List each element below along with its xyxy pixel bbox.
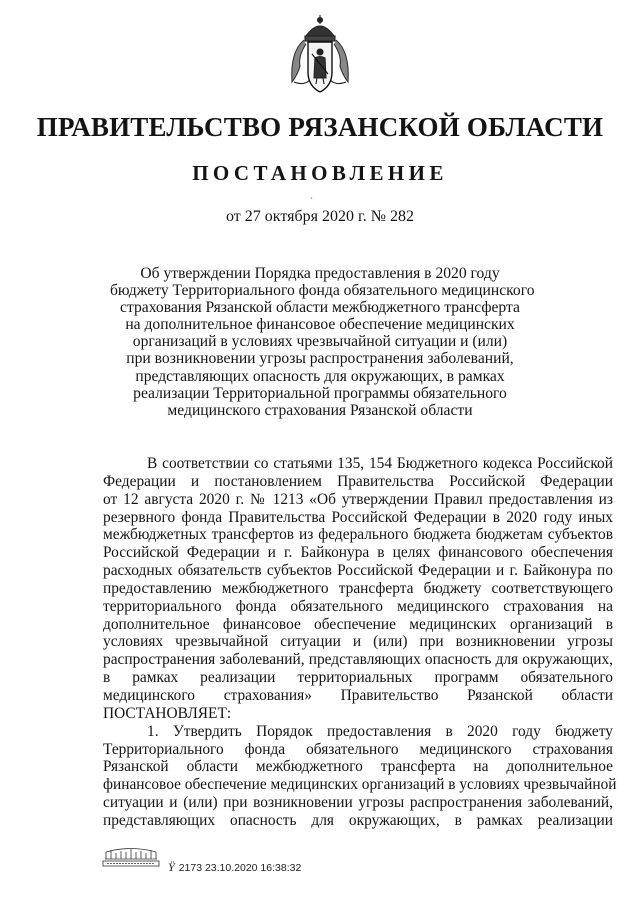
subject-line: организаций в условиях чрезвычайной ситуации и (или) xyxy=(132,333,508,351)
registry-stamp-icon xyxy=(102,846,160,868)
document-date-number: от 27 октября 2020 г. № 282 xyxy=(225,208,414,225)
document-footer xyxy=(168,860,301,875)
body-line: ПОСТАНОВЛЯЕТ: xyxy=(103,704,232,722)
document-body xyxy=(103,455,617,830)
body-line: межбюджетных трансфертов из федерального бюджета бюджетам субъектов xyxy=(103,526,613,544)
subject-line: представляющих опасность для окружающих, в рамках xyxy=(135,367,505,385)
body-line: Федерации и постановлением Правительства Российской Федерации xyxy=(103,472,613,490)
subject-line: реализации Территориальной программы обязательного xyxy=(133,384,507,402)
body-line: от 12 августа 2020 г. № 1213 «Об утверждении Правил предоставления из xyxy=(103,490,613,508)
body-line: В соответствии со статьями 135, 154 Бюджетного кодекса Российской xyxy=(147,455,613,472)
body-line: распространения заболеваний, представляющих опасность для окружающих, xyxy=(103,651,613,669)
document-type-title: ПОСТАНОВЛЕНИЕ xyxy=(192,161,448,185)
body-line: 1. Утвердить Порядок предоставления в 2020 году бюджету xyxy=(147,722,613,740)
subject-line: при возникновении угрозы распространения заболеваний, xyxy=(126,350,514,368)
subject-line: медицинского страхования Рязанской области xyxy=(167,401,473,419)
signature-mark: Ÿ xyxy=(168,860,175,874)
body-line: представляющих опасность для окружающих, в рамках реализации xyxy=(103,811,613,829)
subject-line: бюджету Территориального фонда обязательного медицинского xyxy=(110,282,535,300)
body-line: условиях чрезвычайной ситуации и (или) при возникновении угрозы xyxy=(103,633,613,651)
body-line: в рамках реализации территориальных программ обязательного xyxy=(103,669,613,687)
body-line: резервного фонда Правительства Российской Федерации в 2020 году иных xyxy=(103,508,613,526)
document-subject xyxy=(110,265,535,419)
body-line: территориального фонда обязательного медицинского страхования на xyxy=(103,597,613,615)
body-line: ситуации и (или) при возникновении угрозы распространения заболеваний, xyxy=(103,794,613,812)
body-line: Территориального фонда обязательного медицинского страхования xyxy=(103,740,613,758)
scan-artifact-mark: ˋ xyxy=(310,196,313,206)
subject-line: на дополнительное финансовое обеспечение медицинских xyxy=(125,316,515,334)
body-line: Рязанской области межбюджетного трансферта на дополнительное xyxy=(103,758,613,776)
subject-line: страхования Рязанской области межбюджетного трансферта xyxy=(120,299,520,317)
body-line: дополнительное финансовое обеспечение медицинских организаций в xyxy=(103,615,613,633)
subject-line: Об утверждении Порядка предоставления в 2020 году xyxy=(140,265,500,282)
body-line: медицинского страхования» Правительство Рязанской области xyxy=(103,686,613,704)
body-line: Российской Федерации и г. Байконура в целях финансового обеспечения xyxy=(103,544,613,562)
body-line: предоставлению межбюджетного трансферта бюджету соответствующего xyxy=(103,579,613,597)
body-line: расходных обязательств субъектов Российской Федерации и г. Байконура по xyxy=(103,562,613,580)
document-registry-id: 2173 23.10.2020 16:38:32 xyxy=(178,862,302,874)
government-title: ПРАВИТЕЛЬСТВО РЯЗАНСКОЙ ОБЛАСТИ xyxy=(36,112,604,142)
body-line: финансовое обеспечение медицинских организаций в условиях чрезвычайной xyxy=(103,776,617,794)
ryazan-coat-of-arms-icon xyxy=(284,12,356,100)
